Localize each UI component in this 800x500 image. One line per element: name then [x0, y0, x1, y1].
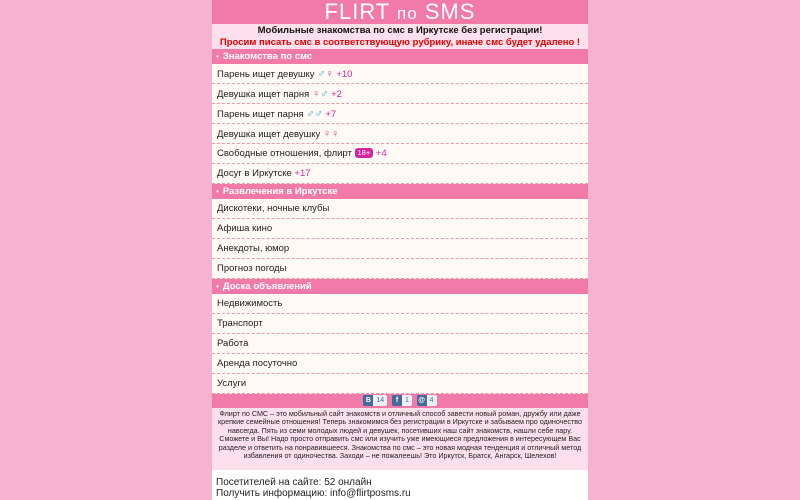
item-count: +17 [294, 168, 311, 179]
menu-item-label: Транспорт [217, 318, 263, 329]
share-count: 1 [402, 395, 412, 406]
vk-share-button[interactable] [363, 395, 387, 406]
section-header-ads [212, 279, 588, 294]
menu-item-cinema[interactable] [212, 219, 588, 239]
menu-item-leisure[interactable] [212, 164, 588, 184]
logo-end: SMS [424, 0, 476, 24]
site-subtitle: Мобильные знакомства по смс в Иркутске без регистрации! [257, 25, 543, 36]
menu-item-label: Дискотеки, ночные клубы [217, 203, 330, 214]
bullet-icon: • [216, 187, 219, 196]
page-container [212, 0, 588, 500]
bullet-icon: • [216, 52, 219, 61]
menu-item-weather[interactable] [212, 259, 588, 279]
share-count: 4 [427, 395, 437, 406]
share-count: 14 [373, 395, 387, 406]
item-count: +2 [331, 89, 342, 100]
mail-share-button[interactable] [417, 395, 437, 406]
facebook-share-button[interactable] [392, 395, 412, 406]
menu-item-label: Афиша кино [217, 223, 273, 234]
menu-item-label: Девушка ищет парня [217, 89, 310, 100]
section-header-entertainment [212, 184, 588, 199]
menu-item-label: Девушка ищет девушку [217, 129, 321, 140]
menu-item-realty[interactable] [212, 294, 588, 314]
intro-box [212, 24, 588, 49]
menu-item-woman-seeks-man[interactable] [212, 84, 588, 104]
bullet-icon: • [216, 282, 219, 291]
item-count: +10 [336, 69, 353, 80]
menu-item-transport[interactable] [212, 314, 588, 334]
male-icon: ♂♂ [306, 108, 323, 120]
visitors-count: Посетителей на сайте: 52 онлайн [216, 477, 372, 488]
vk-icon: B [363, 395, 373, 406]
section-title: Знакомства по смс [222, 51, 313, 62]
menu-item-label: Свободные отношения, флирт [217, 148, 352, 159]
menu-item-label: Недвижимость [217, 298, 283, 309]
item-count: +7 [325, 109, 337, 120]
section-title: Развлечения в Иркутске [222, 186, 338, 197]
logo-main: FLIRT [324, 0, 390, 24]
menu-item-work[interactable] [212, 334, 588, 354]
female-icon: ♀ [325, 68, 334, 80]
male-icon: ♂ [317, 68, 326, 80]
menu-item-label: Парень ищет девушку [217, 69, 315, 80]
menu-item-label: Анекдоты, юмор [217, 243, 290, 254]
menu-item-label: Досуг в Иркутске [217, 168, 292, 179]
site-logo[interactable] [212, 0, 588, 24]
menu-item-daily-rent[interactable] [212, 354, 588, 374]
age-badge: 18+ [355, 148, 374, 158]
logo-small: по [396, 4, 418, 23]
footer [216, 477, 588, 499]
section-header-dating [212, 49, 588, 64]
item-count: +4 [375, 148, 387, 159]
menu-item-label: Прогноз погоды [217, 263, 287, 274]
menu-item-services[interactable] [212, 374, 588, 394]
menu-item-clubs[interactable] [212, 199, 588, 219]
male-icon: ♂ [320, 88, 329, 100]
contact-info: Получить информацию: info@flirtposms.ru [216, 488, 411, 499]
facebook-icon: f [392, 395, 402, 406]
warning-text: Просим писать смс в соответствующую рубрику, иначе смс будет удалено ! [219, 37, 581, 48]
female-icon: ♀♀ [322, 128, 340, 140]
section-title: Доска объявлений [222, 281, 312, 292]
menu-item-free-relations[interactable] [212, 144, 588, 164]
menu-item-label: Услуги [217, 378, 247, 389]
menu-item-man-seeks-man[interactable] [212, 104, 588, 124]
share-bar [212, 394, 588, 408]
mail-icon: @ [418, 397, 426, 404]
about-text: Флирт по СМС – это мобильный сайт знакомств и отличный способ завести новый роман, дружбу или даже крепкие семейные отношения! Теперь знакомимся без регистрации в Иркутске и забываем про одиночество навсегда. Пять из семи молодых людей и девушек, посетивших наш сайт знакомств, нашли себе пару. Сможете и Вы! Надо просто отправить смс или изучить уже имеющиеся предложения в интересующем Вас разделе и ответить на понравившееся. Знакомства по смс – это новая модная тенденция и отличный метод избавления от одиночества. Заходи – не пожалеешь! Это Иркутск, Братск, Ангарск, Шелехов! [212, 408, 588, 470]
menu-item-label: Парень ищет парня [217, 109, 304, 120]
menu-item-woman-seeks-woman[interactable] [212, 124, 588, 144]
menu-item-label: Аренда посуточно [217, 358, 298, 369]
menu-item-man-seeks-woman[interactable] [212, 64, 588, 84]
female-icon: ♀ [311, 88, 321, 100]
menu-item-jokes[interactable] [212, 239, 588, 259]
menu-item-label: Работа [217, 338, 249, 349]
